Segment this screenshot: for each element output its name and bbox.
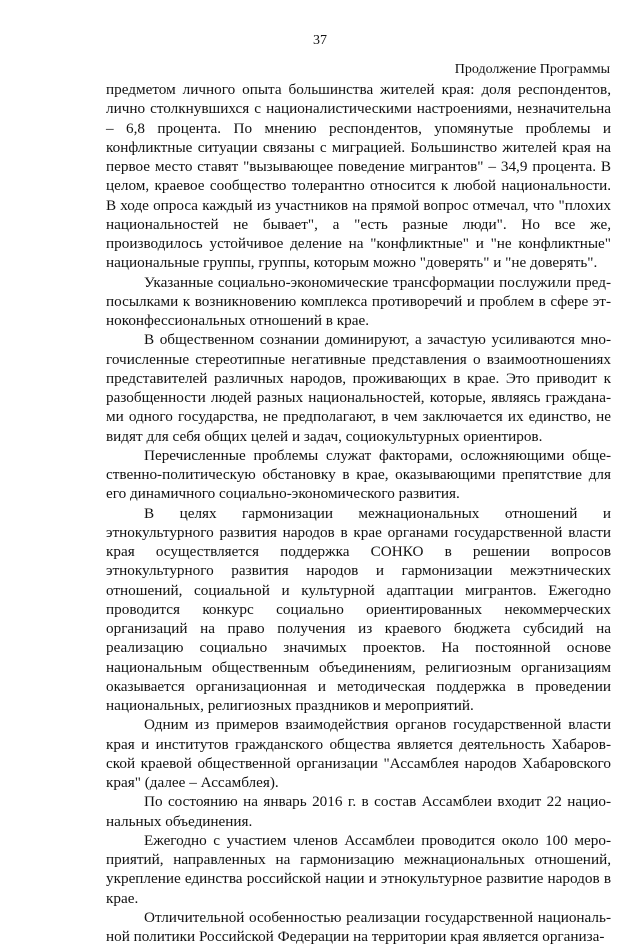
paragraph-7: По состоянию на январь 2016 г. в состав Ассамблеи входит 22 национальных объединения. (106, 793, 611, 830)
paragraph-2: Указанные социально-экономические трансформации послужили предпосылками к возникновению комплекса противоречий и проблем в сфере этноконфессиональных отношений в крае. (106, 273, 611, 329)
running-head: Продолжение Программы (454, 62, 610, 77)
body-text (106, 80, 611, 946)
page-number: 37 (313, 33, 327, 48)
paragraph-3: В общественном сознании доминируют, а зачастую усиливаются многочисленные стереотипные негативные представления о взаимоотношениях представителей различных народов, проживающих в крае. Это приводит к разобщенности людей разных национальностей, которые, являясь гражданами одного государства, не предполагают, в чем заключается их единство, не видят для себя общих целей и задач, социокультурных ориентиров. (106, 331, 611, 445)
paragraph-1: предметом личного опыта большинства жителей края: доля респондентов, лично столкнувшихся с националистическими настроениями, незначительна – 6,8 процента. По мнению респондентов, упомянутые проблемы и конфликтные ситуации связаны с миграцией. Большинство жителей края на первое место ставят "вызывающее поведение мигрантов" – 34,9 процента. В целом, краевое сообщество толерантно относится к любой национальности. В ходе опроса каждый из участников на прямой вопрос отмечал, что "плохих национальностей не бывает", а "есть разные люди". Но все же, производилось устойчивое деление на "конфликтные" и "не конфликтные" национальные группы, группы, которым можно "доверять" и "не доверять". (106, 81, 611, 272)
paragraph-9: Отличительной особенностью реализации государственной национальной политики Российской Федерации на территории края является организа- (106, 908, 611, 945)
paragraph-6: Одним из примеров взаимодействия органов государственной власти края и институтов гражданского общества является деятельность Хабаровской краевой общественной организации "Ассамблея народов Хабаровского края" (далее – Ассамблея). (106, 716, 611, 791)
paragraph-8: Ежегодно с участием членов Ассамблеи проводится около 100 мероприятий, направленных на гармонизацию межнациональных отношений, укрепление единства российской нации и этнокультурное развитие народов в крае. (106, 831, 611, 907)
paragraph-4: Перечисленные проблемы служат факторами, осложняющими общественно-политическую обстановку в крае, оказывающими препятствие для его динамичного социально-экономического развития. (106, 446, 611, 503)
paragraph-5: В целях гармонизации межнациональных отношений и этнокультурного развития народов в крае органами государственной власти края осуществляется поддержка СОНКО в решении вопросов этнокультурного развития народов и гармонизации межэтнических отношений, социальной и культурной адаптации мигрантов. Ежегодно проводится конкурс социально ориентированных некоммерческих организаций на право получения из краевого бюджета субсидий на реализацию социально значимых проектов. На постоянной основе национальным общественным объединениям, религиозным организациям оказывается организационная и методическая поддержка в проведении национальных, религиозных праздников и мероприятий. (106, 504, 611, 714)
